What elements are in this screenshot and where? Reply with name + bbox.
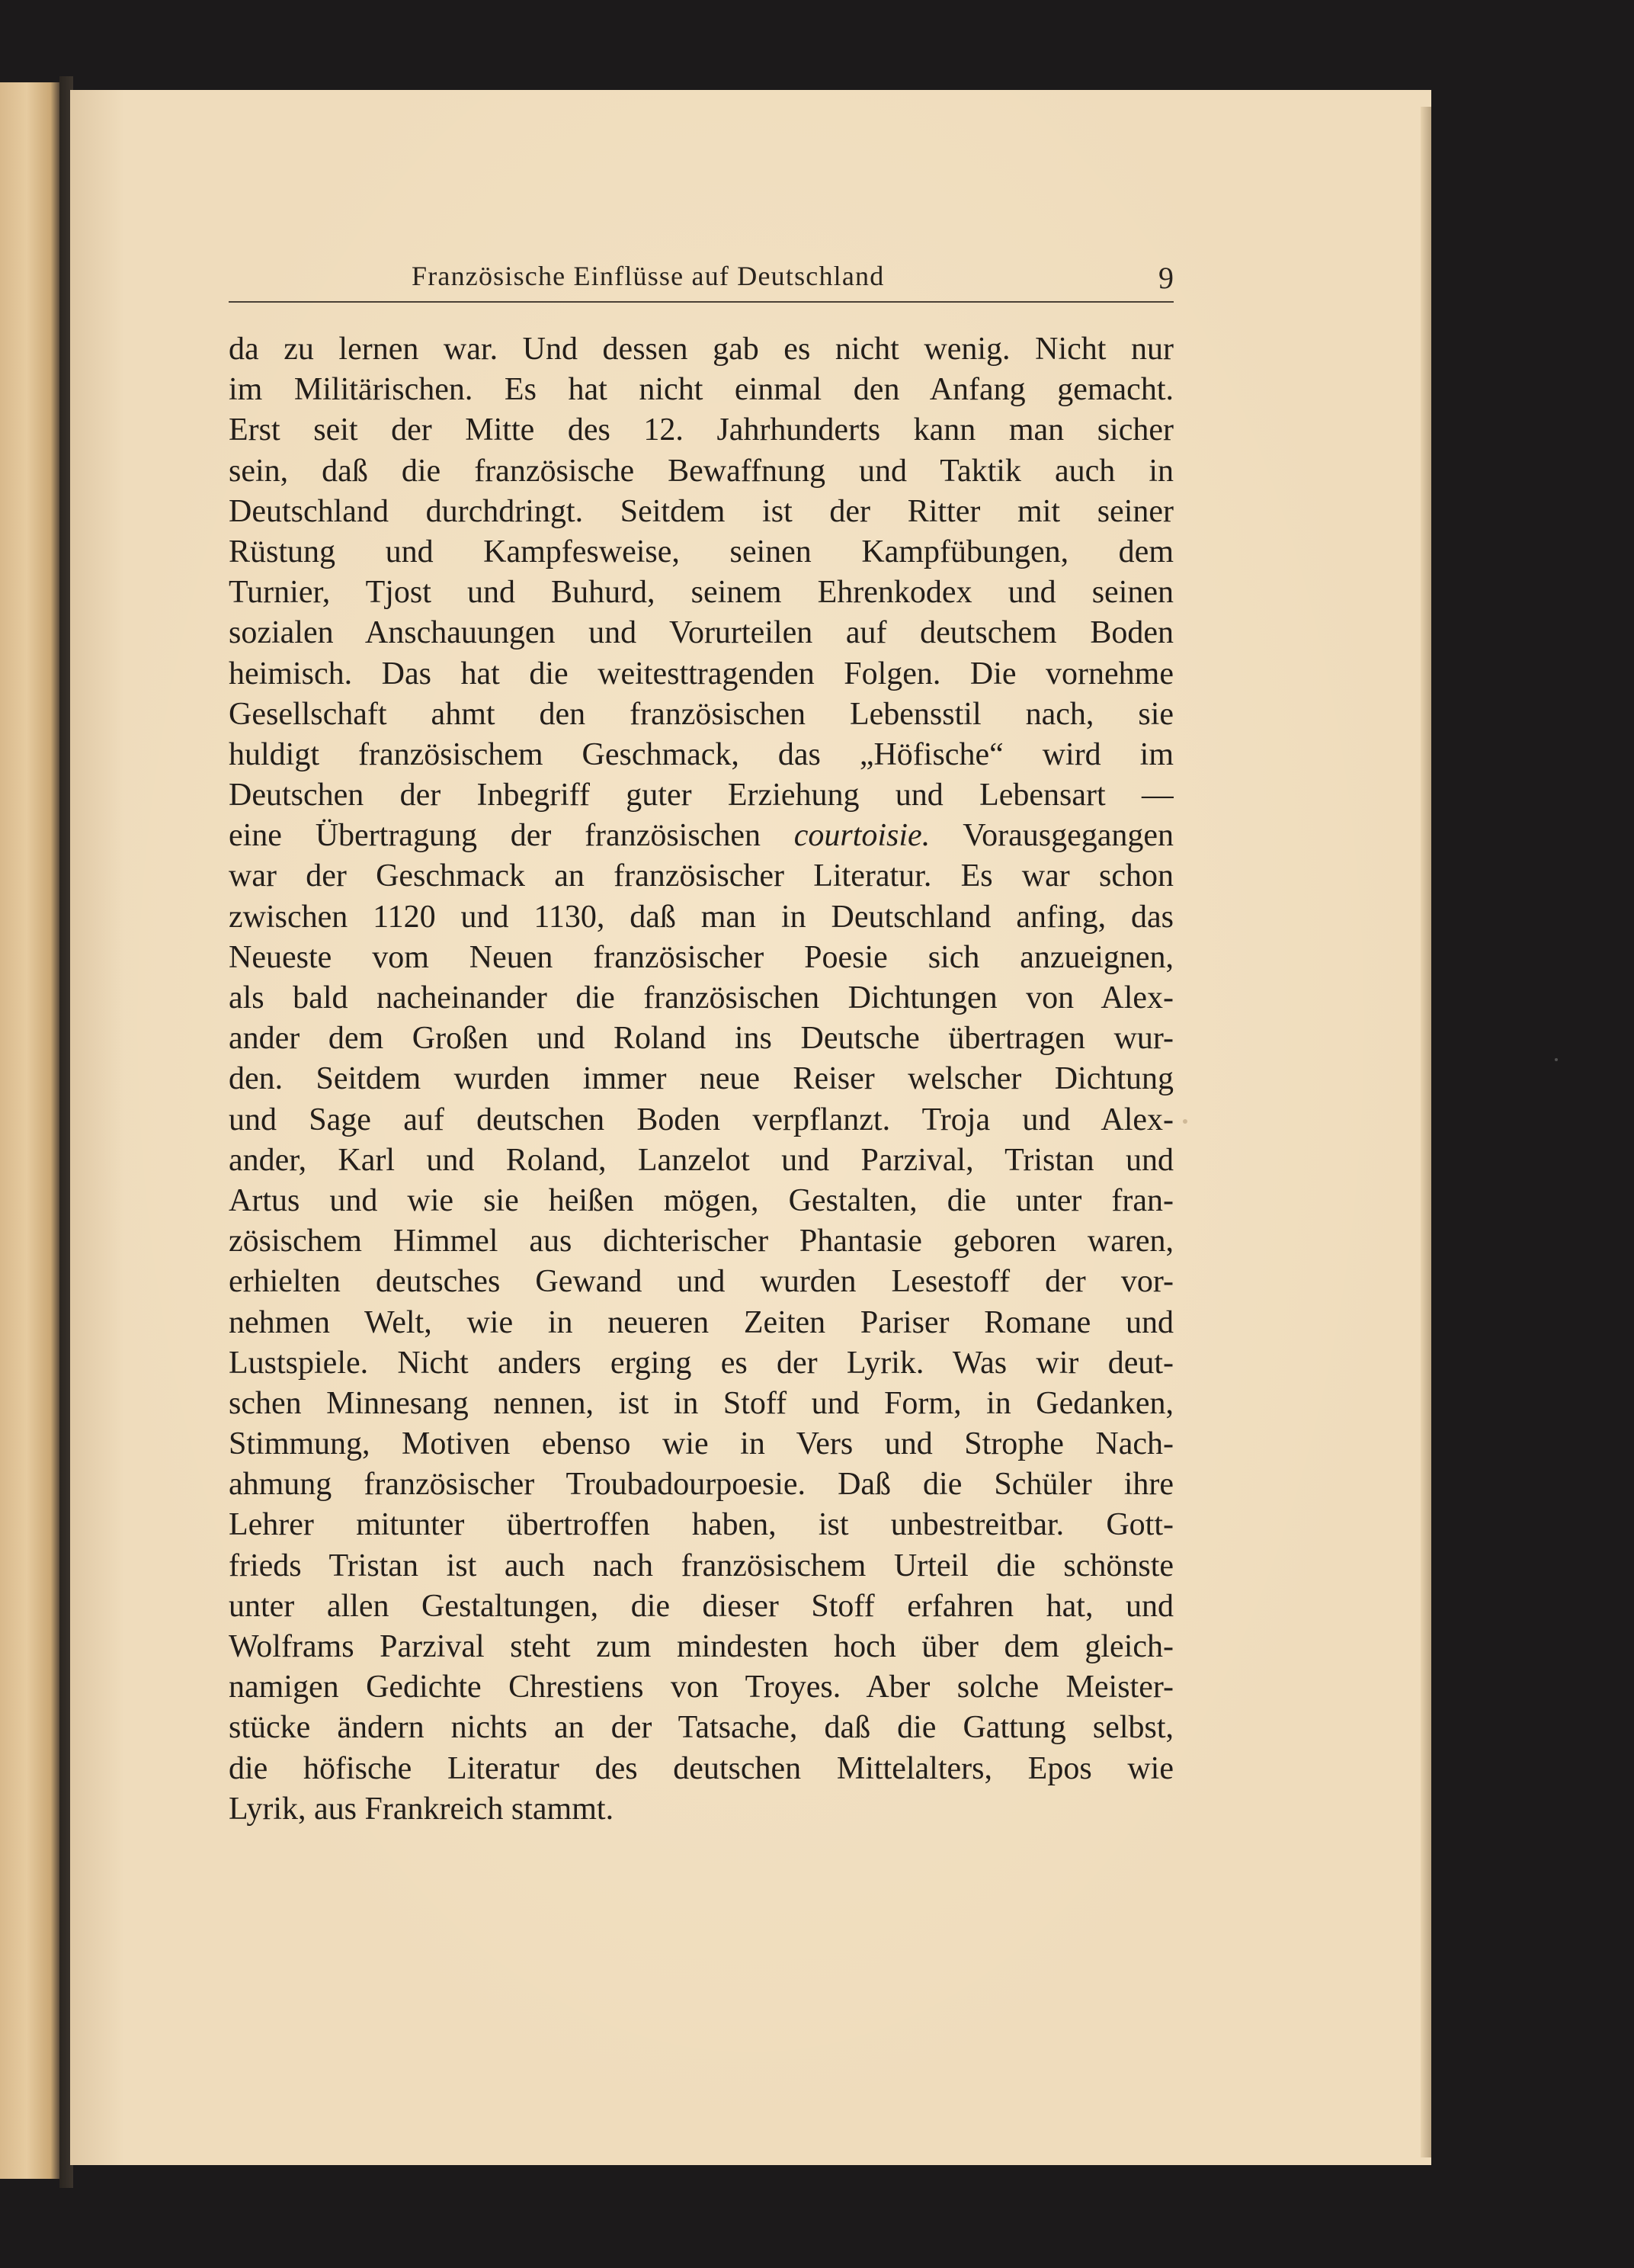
- body-text: [229, 329, 1174, 1830]
- text-line: Erst seit der Mitte des 12. Jahrhunderts kann man sicher: [229, 412, 1174, 448]
- left-page-edge: [0, 82, 59, 2179]
- text-line: Rüstung und Kampfesweise, seinen Kampfübungen, dem: [229, 534, 1174, 569]
- text-line: die höfische Literatur des deutschen Mittelalters, Epos wie: [229, 1750, 1174, 1786]
- running-head-title: Französische Einflüsse auf Deutschland: [412, 261, 885, 291]
- text-line: sein, daß die französische Bewaffnung und Taktik auch in: [229, 453, 1174, 489]
- text-line: als bald nacheinander die französischen Dichtungen von Alex-: [229, 980, 1174, 1015]
- text-line: heimisch. Das hat die weitesttragenden Folgen. Die vornehme: [229, 656, 1174, 691]
- running-head: [229, 255, 1174, 301]
- text-line: da zu lernen war. Und dessen gab es nicht wenig. Nicht nur: [229, 332, 1174, 367]
- text-line: Lustspiele. Nicht anders erging es der Lyrik. Was wir deut-: [229, 1345, 1174, 1381]
- text-line: unter allen Gestaltungen, die dieser Stoff erfahren hat, und: [229, 1588, 1174, 1624]
- text-line: zösischem Himmel aus dichterischer Phantasie geboren waren,: [229, 1224, 1174, 1259]
- page-edge-shading: [1421, 107, 1431, 2157]
- page-number: 9: [1158, 261, 1174, 295]
- text-line: ander, Karl und Roland, Lanzelot und Parzival, Tristan und: [229, 1142, 1174, 1178]
- text-line: Artus und wie sie heißen mögen, Gestalten, die unter fran-: [229, 1182, 1174, 1218]
- text-line: Gesellschaft ahmt den französischen Lebensstil nach, sie: [229, 696, 1174, 732]
- text-line: [229, 816, 1174, 856]
- italic-term: courtoisie.: [793, 818, 931, 854]
- text-line: den. Seitdem wurden immer neue Reiser welscher Dichtung: [229, 1061, 1174, 1097]
- text-line: ander dem Großen und Roland ins Deutsche übertragen wur-: [229, 1021, 1174, 1057]
- text-line: erhielten deutsches Gewand und wurden Lesestoff der vor-: [229, 1264, 1174, 1300]
- text-line: Turnier, Tjost und Buhurd, seinem Ehrenkodex und seinen: [229, 575, 1174, 611]
- text-line: frieds Tristan ist auch nach französischem Urteil die schönste: [229, 1548, 1174, 1583]
- text-line: war der Geschmack an französischer Literatur. Es war schon: [229, 858, 1174, 894]
- text-line-segment: Vorausgegangen: [930, 818, 1174, 854]
- text-line: stücke ändern nichts an der Tatsache, daß die Gattung selbst,: [229, 1710, 1174, 1746]
- text-line: Deutschland durchdringt. Seitdem ist der Ritter mit seiner: [229, 493, 1174, 529]
- text-line: sozialen Anschauungen und Vorurteilen auf deutschem Boden: [229, 615, 1174, 651]
- paper-speck: [1183, 1119, 1187, 1124]
- text-line: ahmung französischer Troubadourpoesie. Daß die Schüler ihre: [229, 1467, 1174, 1503]
- text-line: Lehrer mitunter übertroffen haben, ist unbestreitbar. Gott-: [229, 1507, 1174, 1543]
- text-line: Stimmung, Motiven ebenso wie in Vers und Strophe Nach-: [229, 1426, 1174, 1462]
- text-line-segment: eine Übertragung der französischen: [229, 818, 794, 854]
- text-line: zwischen 1120 und 1130, daß man in Deutschland anfing, das: [229, 899, 1174, 935]
- text-line: Lyrik, aus Frankreich stammt.: [229, 1791, 614, 1827]
- text-line: Wolframs Parzival steht zum mindesten hoch über dem gleich-: [229, 1629, 1174, 1664]
- text-line: im Militärischen. Es hat nicht einmal den Anfang gemacht.: [229, 372, 1174, 408]
- scan-speck: [1555, 1058, 1558, 1061]
- text-line: namigen Gedichte Chrestiens von Troyes. Aber solche Meister-: [229, 1670, 1174, 1705]
- text-line: huldigt französischem Geschmack, das „Höfische“ wird im: [229, 736, 1174, 772]
- text-line: schen Minnesang nennen, ist in Stoff und Form, in Gedanken,: [229, 1385, 1174, 1421]
- text-line: Deutschen der Inbegriff guter Erziehung und Lebensart —: [229, 778, 1174, 813]
- text-line: und Sage auf deutschen Boden verpflanzt. Troja und Alex-: [229, 1102, 1174, 1137]
- header-rule: [229, 301, 1174, 303]
- text-line: Neueste vom Neuen französischer Poesie sich anzueignen,: [229, 939, 1174, 975]
- text-line: nehmen Welt, wie in neueren Zeiten Pariser Romane und: [229, 1304, 1174, 1340]
